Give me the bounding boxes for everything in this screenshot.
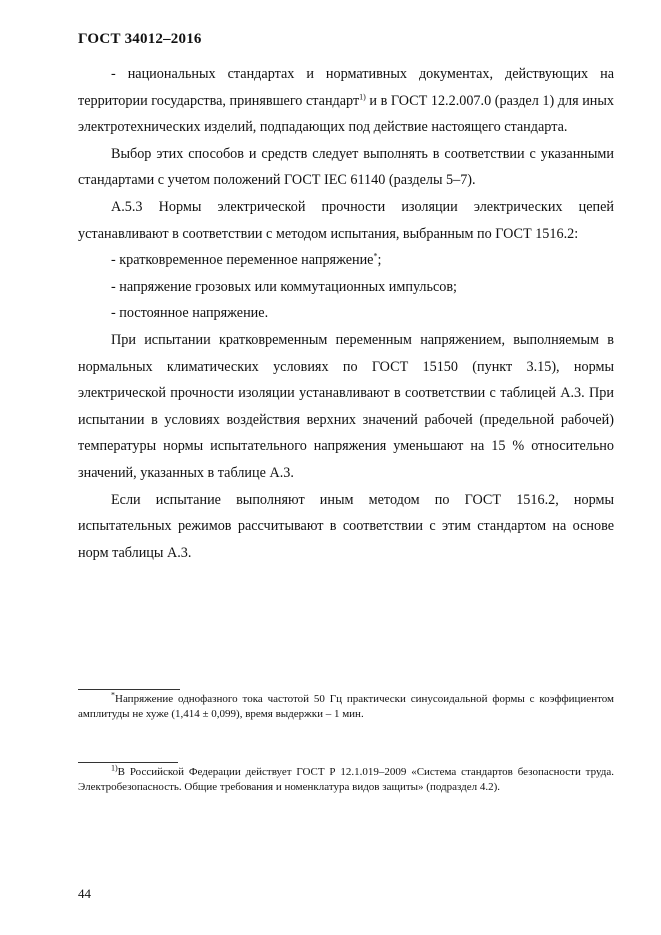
paragraph-selection: Выбор этих способов и средств следует выполнять в соответствии с указанными стандартами с учетом положений ГОСТ IEC 61140 (разделы 5–7). <box>78 145 614 189</box>
list-item-dc-voltage: - постоянное напряжение. <box>111 305 269 322</box>
footnote-reference: * <box>373 251 378 261</box>
paragraph-text-continued: и в ГОСТ 12.2.007.0 (раздел 1) для иных электротехнических изделий, подпадающих под действие настоящего стандарта. <box>78 92 615 136</box>
footnote-reference: 1) <box>359 91 366 101</box>
footnote-asterisk <box>78 692 614 721</box>
main-text <box>78 61 614 566</box>
page-number: 44 <box>78 886 91 901</box>
paragraph-alternative-method: Если испытание выполняют иным методом по ГОСТ 1516.2, нормы испытательных режимов рассчитывают в соответствии с этим стандартом на основе норм таблицы А.3. <box>78 491 614 561</box>
paragraph-test-conditions: При испытании кратковременным переменным напряжением, выполняемым в нормальных климатических условиях по ГОСТ 15150 (пункт 3.15), нормы электрической прочности изоляции устанавливают в соответствии с таблицей А.3. При испытании в условиях воздействия верхних значений рабочей (предельной рабочей) температуры нормы испытательного напряжения уменьшают на 15 % относительно значений, указанных в таблице А.3. <box>78 331 614 481</box>
paragraph-text: - национальных стандартах и нормативных документах, действующих на территории государства, принявшего стандарт <box>78 66 614 109</box>
footnote-separator <box>78 762 178 763</box>
list-item-text: - кратковременное переменное напряжение <box>111 252 374 269</box>
footnote-text: В Российской Федерации действует ГОСТ Р 12.1.019–2009 «Система стандартов безопасности труда. Электробезопасность. Общие требования и номенклатура видов защиты» (подраздел 4.2). <box>78 766 614 793</box>
footnote-one <box>78 765 614 794</box>
footnote-separator <box>78 689 180 690</box>
document-header: ГОСТ 34012–2016 <box>78 31 202 47</box>
list-item-impulse-voltage: - напряжение грозовых или коммутационных импульсов; <box>111 278 457 295</box>
list-item-short-term-voltage <box>78 247 614 274</box>
paragraph-a-5-3: А.5.3 Нормы электрической прочности изоляции электрических цепей устанавливают в соответствии с методом испытания, выбранным по ГОСТ 1516.2: <box>78 198 614 242</box>
list-item-punctuation: ; <box>377 252 382 269</box>
footnote-mark: * <box>111 690 115 700</box>
footnote-mark: 1) <box>111 763 118 773</box>
paragraph-national-standards <box>78 61 614 141</box>
footnote-text: Напряжение однофазного тока частотой 50 Гц практически синусоидальной формы с коэффициентом амплитуды не хуже (1,414 ± 0,099), время выдержки – 1 мин. <box>78 693 614 720</box>
